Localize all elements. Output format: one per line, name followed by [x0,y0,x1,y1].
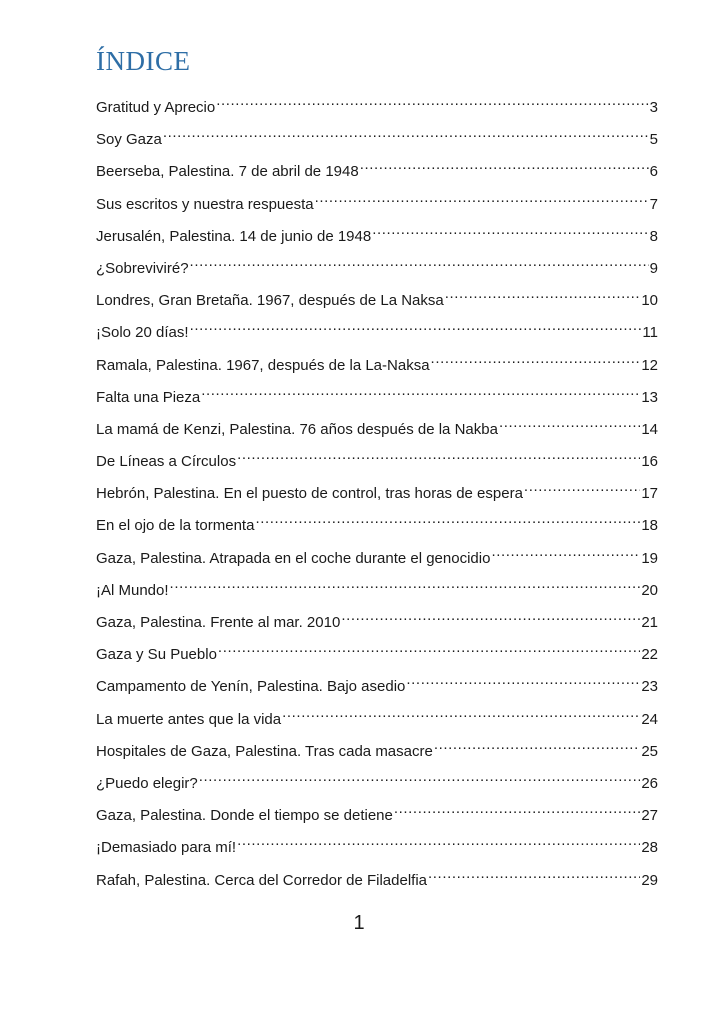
toc-entry-title: ¿Puedo elegir? [96,774,198,792]
toc-dot-leader [434,730,640,756]
toc-entry-page-number: 12 [641,356,658,374]
toc-entry-title: La muerte antes que la vida [96,710,282,728]
toc-entry[interactable] [96,215,658,247]
toc-entry[interactable] [96,344,658,376]
toc-entry[interactable] [96,408,658,440]
toc-entry-title: Sus escritos y nuestra respuesta [96,195,314,213]
toc-dot-leader [431,344,641,370]
toc-entry-title: Gaza, Palestina. Frente al mar. 2010 [96,614,341,631]
toc-dot-leader [341,601,640,627]
toc-title: ÍNDICE [96,46,191,76]
toc-entry-title: En el ojo de la tormenta [96,517,255,535]
toc-entry-page-number: 10 [641,292,658,310]
toc-entry-page-number: 17 [641,485,658,503]
toc-entry[interactable] [96,150,658,182]
toc-entry-page-number: 5 [649,131,658,149]
page-number: 1 [353,912,365,934]
toc-entry-page-number: 25 [641,742,658,760]
toc-entry[interactable] [96,311,658,343]
toc-entry[interactable] [96,794,658,826]
toc-dot-leader [170,569,641,595]
toc-dot-leader [394,794,640,820]
toc-entry-page-number: 14 [641,420,658,438]
toc-entry-title: ¡Solo 20 días! [96,324,189,342]
toc-entry-title: Ramala, Palestina. 1967, después de la La-Naksa [96,356,430,374]
toc-entry-page-number: 28 [641,839,658,857]
toc-entry-page-number: 6 [649,163,658,181]
toc-dot-leader [190,247,649,273]
toc-entry[interactable] [96,537,658,569]
toc-entry[interactable] [96,698,658,730]
toc-dot-leader [428,859,640,885]
toc-dot-leader [282,698,640,724]
toc-entry[interactable] [96,569,658,601]
toc-entry-page-number: 8 [649,227,658,245]
toc-entry-title: Falta una Pieza [96,388,201,406]
toc-entry-title: Londres, Gran Bretaña. 1967, después de La Naksa [96,292,444,310]
toc-entry-title: Hospitales de Gaza, Palestina. Tras cada masacre [96,742,433,760]
toc-dot-leader [445,279,641,305]
toc-dot-leader [372,215,648,241]
toc-entry[interactable] [96,247,658,279]
toc-entry-title: Gaza, Palestina. Donde el tiempo se detiene [96,807,393,825]
toc-entry[interactable] [96,183,658,215]
toc-entry-title: De Líneas a Círculos [96,453,237,471]
toc-entry-title: Gaza, Palestina. Atrapada en el coche durante el genocidio [96,549,491,567]
toc-dot-leader [406,665,640,691]
toc-entry-page-number: 3 [649,99,658,116]
toc-dot-leader [491,537,640,563]
toc-entry-page-number: 7 [649,195,658,213]
toc-dot-leader [237,826,640,852]
toc-entry[interactable] [96,859,658,891]
toc-dot-leader [163,118,649,144]
toc-dot-leader [499,408,640,434]
toc-entry-page-number: 29 [641,871,658,889]
toc-entry[interactable] [96,472,658,504]
toc-entry[interactable] [96,665,658,697]
toc-dot-leader [360,150,649,176]
toc-entry-page-number: 9 [649,259,658,277]
toc-entry-page-number: 21 [641,614,658,631]
toc-dot-leader [201,376,640,402]
toc-dot-leader [315,183,649,209]
toc-entry-title: La mamá de Kenzi, Palestina. 76 años después de la Nakba [96,420,498,438]
toc-entry-title: Rafah, Palestina. Cerca del Corredor de Filadelfia [96,871,428,889]
toc-entry-page-number: 23 [641,678,658,696]
toc-entry-title: ¡Al Mundo! [96,581,169,599]
toc-dot-leader [524,472,640,498]
toc-entry-page-number: 16 [641,453,658,471]
toc-entry[interactable] [96,730,658,762]
toc-dot-leader [218,633,640,659]
toc-entry-page-number: 11 [642,324,658,342]
toc-entry[interactable] [96,279,658,311]
toc-dot-leader [255,504,640,530]
toc-entry-page-number: 19 [641,549,658,567]
toc-entry-page-number: 13 [641,388,658,406]
toc-entry-page-number: 22 [641,646,658,664]
toc-entry-page-number: 18 [641,517,658,535]
toc-dot-leader [237,440,640,466]
toc-entry[interactable] [96,118,658,150]
toc-entry[interactable] [96,826,658,858]
toc-entry[interactable] [96,86,658,118]
toc-entry-title: Hebrón, Palestina. En el puesto de control, tras horas de espera [96,485,523,503]
toc-entry-title: Gratitud y Aprecio [96,99,216,116]
toc-entry-title: Jerusalén, Palestina. 14 de junio de 1948 [96,227,372,245]
toc-entry[interactable] [96,376,658,408]
toc-entry-title: Campamento de Yenín, Palestina. Bajo asedio [96,678,406,696]
toc-dot-leader [216,86,648,112]
table-of-contents [96,86,658,891]
toc-entry[interactable] [96,633,658,665]
toc-entry[interactable] [96,440,658,472]
toc-entry[interactable] [96,504,658,536]
toc-entry-title: Soy Gaza [96,131,162,149]
toc-entry[interactable] [96,762,658,794]
toc-entry-title: ¡Demasiado para mí! [96,839,237,857]
toc-entry-page-number: 27 [641,807,658,825]
toc-entry-page-number: 26 [641,774,658,792]
toc-entry-page-number: 24 [641,710,658,728]
toc-entry[interactable] [96,601,658,633]
toc-entry-title: Gaza y Su Pueblo [96,646,217,664]
toc-entry-page-number: 20 [641,581,658,599]
toc-entry-title: Beerseba, Palestina. 7 de abril de 1948 [96,163,359,181]
toc-dot-leader [199,762,641,788]
toc-entry-title: ¿Sobreviviré? [96,259,189,277]
toc-dot-leader [190,311,642,337]
